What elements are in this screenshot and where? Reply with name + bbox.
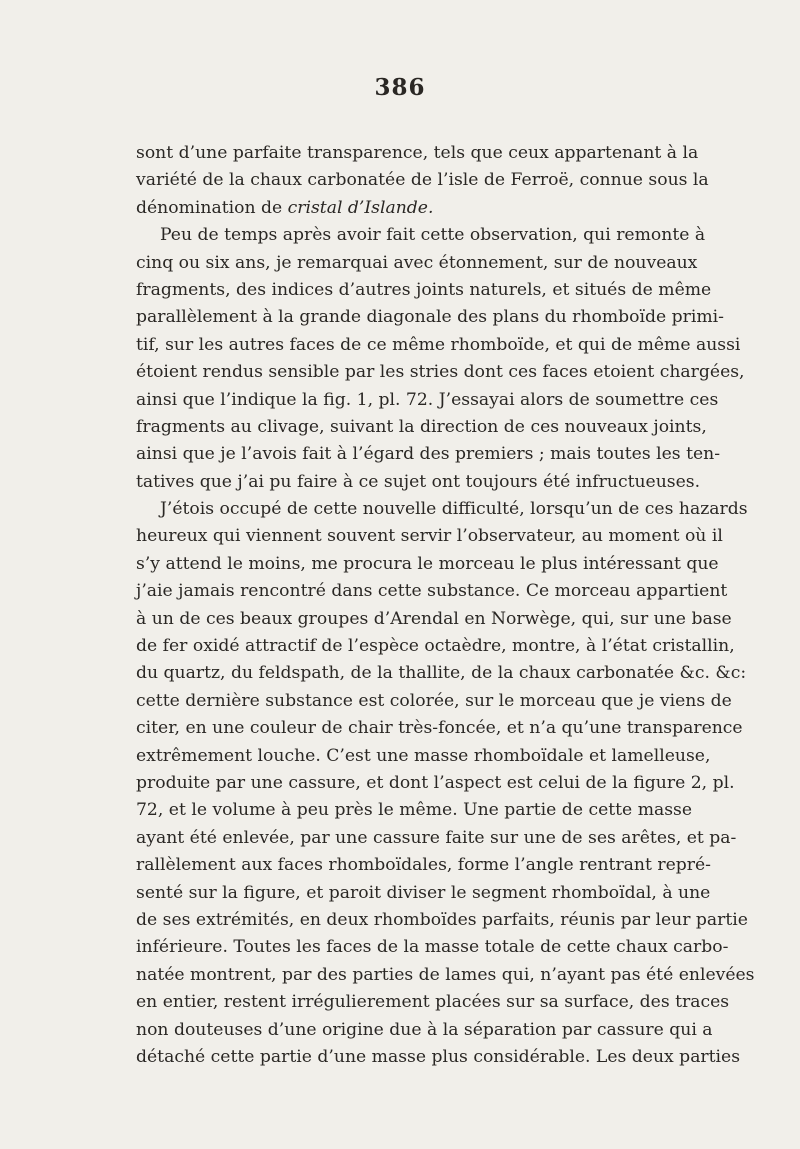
text-line: natée montrent, par des parties de lames qui, n’ayant pas été enlevées [136,964,755,985]
text-line: citer, en une couleur de chair très-foncée, et n’a qu’une transparence [136,718,743,739]
text-line: inférieure. Toutes les faces de la masse totale de cette chaux carbo- [136,937,729,958]
text-line: du quartz, du feldspath, de la thallite, de la chaux carbonatée &c. &c: [136,663,747,684]
body-text [136,140,755,1071]
text-line: 72, et le volume à peu près le même. Une partie de cette masse [136,800,693,821]
text-line: de fer oxidé attractif de l’espèce octaèdre, montre, à l’état cristallin, [136,636,735,657]
text-line: cette dernière substance est colorée, sur le morceau que je viens de [136,690,732,711]
text-line: détaché cette partie d’une masse plus considérable. Les deux parties [136,1046,741,1067]
text-line: extrêmement louche. C’est une masse rhomboïdale et lamelleuse, [136,745,711,766]
text-line: tatives que j’ai pu faire à ce sujet ont toujours été infructueuses. [136,471,701,492]
text-line: étoient rendus sensible par les stries dont ces faces etoient chargées, [136,362,745,383]
text-line: sont d’une parfaite transparence, tels que ceux appartenant à la [136,143,699,163]
text-line: ayant été enlevée, par une cassure faite sur une de ses arêtes, et pa- [136,827,737,848]
text-line: produite par une cassure, et dont l’aspect est celui de la figure 2, pl. [136,772,735,793]
text-line: parallèlement à la grande diagonale des plans du rhomboïde primi- [136,307,724,328]
text-line: rallèlement aux faces rhomboïdales, forme l’angle rentrant repré- [136,855,711,876]
text-line: de ses extrémités, en deux rhomboïdes parfaits, réunis par leur partie [136,909,748,930]
text-line: cinq ou six ans, je remarquai avec étonnement, sur de nouveaux [136,252,698,273]
text-line: j’aie jamais rencontré dans cette substance. Ce morceau appartient [136,581,728,602]
text-line [136,195,688,222]
text-line: en entier, restent irrégulierement placées sur sa surface, des traces [136,992,730,1013]
paragraph-start-line: Peu de temps après avoir fait cette observation, qui remonte à [160,225,706,246]
text-line: fragments, des indices d’autres joints naturels, et situés de même [136,279,712,300]
text-line: ainsi que l’indique la fig. 1, pl. 72. J’essayai alors de soumettre ces [136,389,719,410]
text-line: tif, sur les autres faces de ce même rhomboïde, et qui de même aussi [136,334,741,355]
text-line: non douteuses d’une origine due à la séparation par cassure qui a [136,1019,713,1040]
text-line: heureux qui viennent souvent servir l’observateur, au moment où il [136,526,723,547]
text-line: senté sur la figure, et paroit diviser le segment rhomboïdal, à une [136,882,711,903]
italic-term: cristal d’Islande. [287,197,434,218]
text-line: s’y attend le moins, me procura le morceau le plus intéressant que [136,553,719,574]
text-line: à un de ces beaux groupes d’Arendal en Norwège, qui, sur une base [136,608,732,629]
page-number: 386 [374,74,426,101]
text-line-lead: dénomination de [136,197,288,218]
text-line: variété de la chaux carbonatée de l’isle de Ferroë, connue sous la [136,170,709,191]
text-line: fragments au clivage, suivant la direction de ces nouveaux joints, [136,416,707,437]
paragraph-start-line: J’étois occupé de cette nouvelle difficulté, lorsqu’un de ces hazards [160,499,748,520]
text-line: ainsi que je l’avois fait à l’égard des premiers ; mais toutes les ten- [136,444,721,465]
